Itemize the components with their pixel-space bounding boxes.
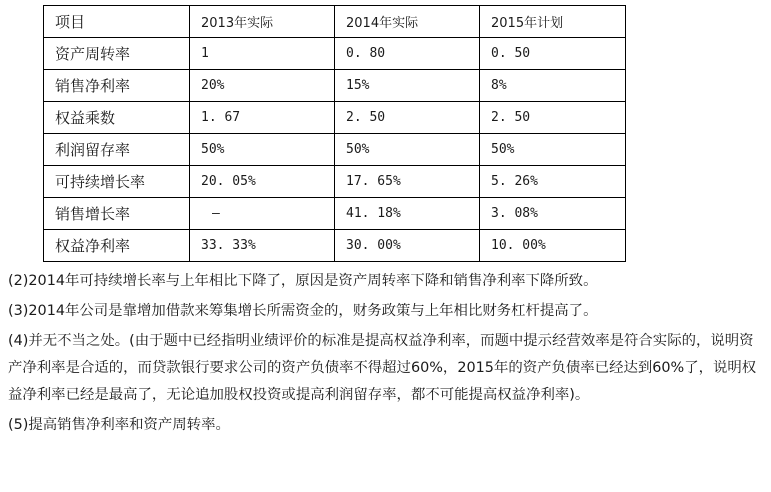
cell-2013: 50%	[190, 134, 335, 166]
cell-2014: 30. 00%	[335, 230, 480, 262]
cell-2013: 1	[190, 38, 335, 70]
table-row	[44, 198, 626, 230]
answer-notes	[8, 268, 766, 442]
cell-2015: 8%	[480, 70, 626, 102]
cell-2015: 0. 50	[480, 38, 626, 70]
cell-2013: 20. 05%	[190, 166, 335, 198]
table-header-row	[44, 6, 626, 38]
cell-2015: 10. 00%	[480, 230, 626, 262]
header-2013-actual: 2013年实际	[190, 6, 335, 38]
note-paragraph: (3)2014年公司是靠增加借款来筹集增长所需资金的，财务政策与上年相比财务杠杆提高了。	[8, 303, 598, 319]
table-row	[44, 166, 626, 198]
note-paragraph: (5)提高销售净利率和资产周转率。	[8, 417, 230, 433]
cell-2015: 2. 50	[480, 102, 626, 134]
cell-2014: 2. 50	[335, 102, 480, 134]
header-2014-actual: 2014年实际	[335, 6, 480, 38]
cell-2015: 50%	[480, 134, 626, 166]
row-label: 可持续增长率	[44, 166, 190, 198]
cell-2014: 50%	[335, 134, 480, 166]
table-row	[44, 102, 626, 134]
cell-2013: 1. 67	[190, 102, 335, 134]
cell-2014: 41. 18%	[335, 198, 480, 230]
cell-2015: 3. 08%	[480, 198, 626, 230]
header-2015-plan: 2015年计划	[480, 6, 626, 38]
row-label: 权益乘数	[44, 102, 190, 134]
cell-2014: 15%	[335, 70, 480, 102]
cell-2013: 20%	[190, 70, 335, 102]
financial-ratio-table	[43, 5, 626, 262]
cell-2013: 33. 33%	[190, 230, 335, 262]
cell-2015: 5. 26%	[480, 166, 626, 198]
note-paragraph: (2)2014年可持续增长率与上年相比下降了，原因是资产周转率下降和销售净利率下降所致。	[8, 273, 598, 289]
table-row	[44, 38, 626, 70]
cell-2013: —	[190, 198, 335, 230]
note-paragraph: (4)并无不当之处。(由于题中已经指明业绩评价的标准是提高权益净利率，而题中提示经营效率是符合实际的，说明资产净利率是合适的，而贷款银行要求公司的资产负债率不得超过60%，2015年的资产负债率已经达到60%了，说明权益净利率已经是最高了，无论追加股权投资或提高利润留存率，都不可能提高权益净利率)。	[8, 333, 757, 403]
row-label: 资产周转率	[44, 38, 190, 70]
cell-2014: 17. 65%	[335, 166, 480, 198]
row-label: 利润留存率	[44, 134, 190, 166]
row-label: 销售增长率	[44, 198, 190, 230]
row-label: 权益净利率	[44, 230, 190, 262]
header-item: 项目	[44, 6, 190, 38]
row-label: 销售净利率	[44, 70, 190, 102]
table-row	[44, 134, 626, 166]
table-row	[44, 70, 626, 102]
cell-2014: 0. 80	[335, 38, 480, 70]
table-row	[44, 230, 626, 262]
